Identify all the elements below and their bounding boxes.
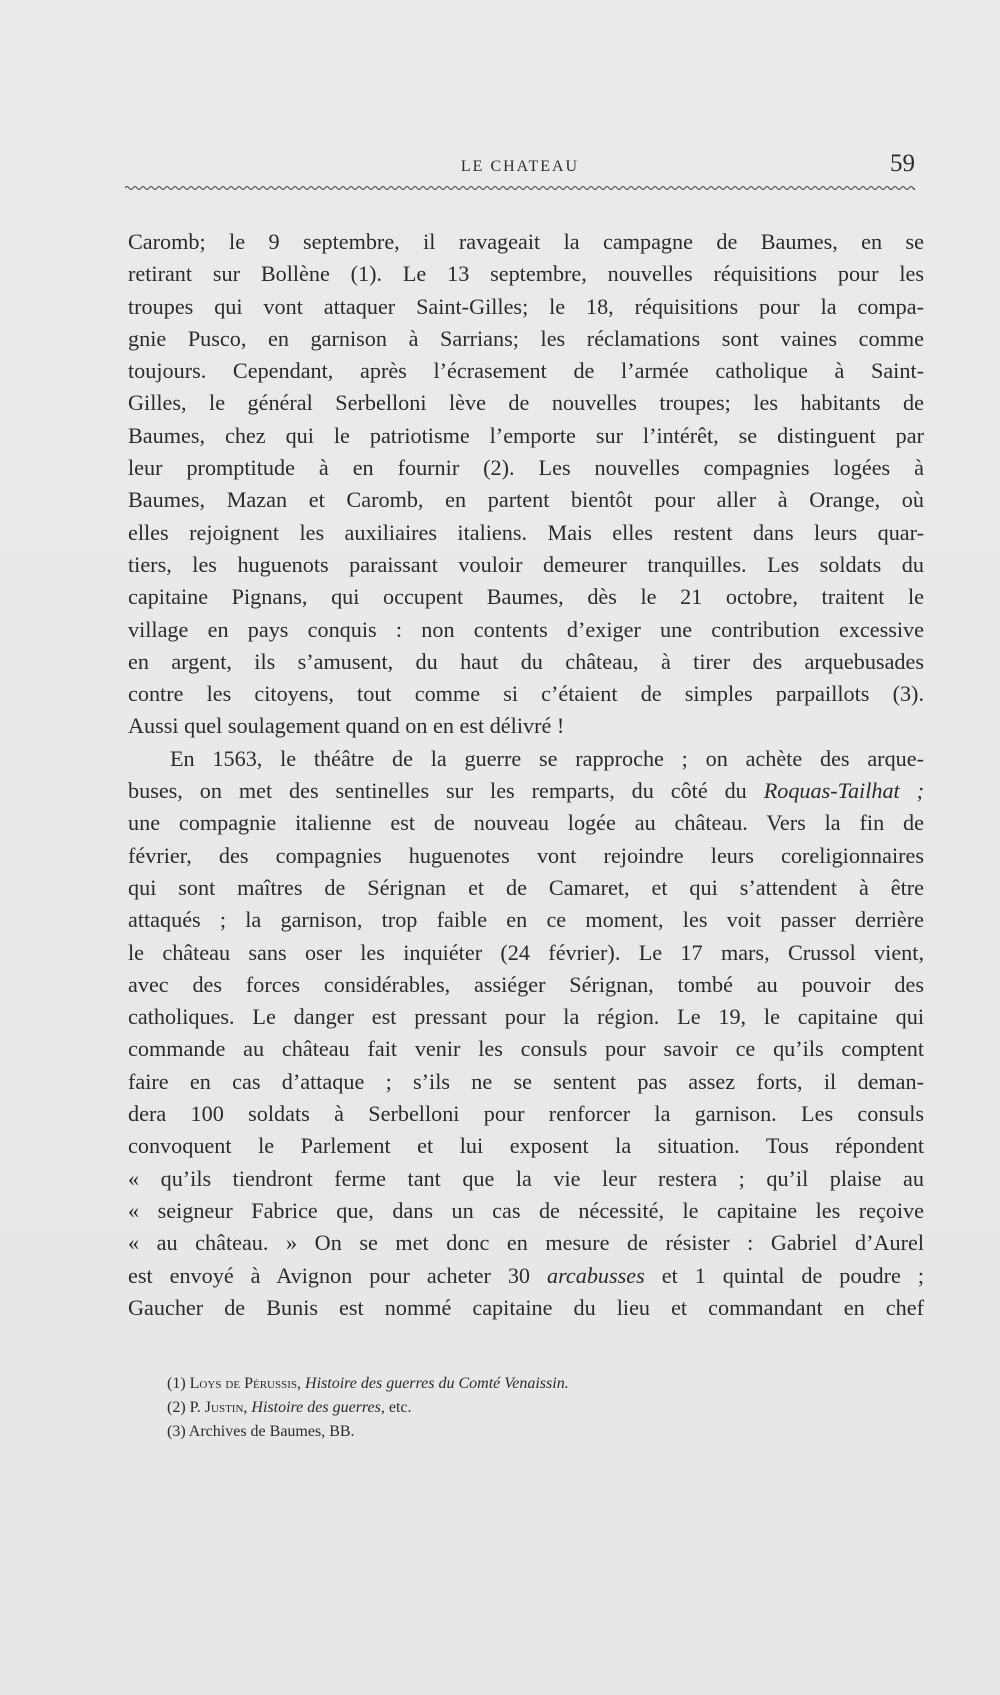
footnote	[167, 1372, 887, 1396]
footnote	[167, 1420, 887, 1444]
text-line: Baumes, chez qui le patriotisme l’emporte sur l’intérêt, se distinguent par	[128, 422, 924, 448]
text-line: qui sont maîtres de Sérignan et de Camaret, et qui s’attendent à être	[128, 874, 924, 900]
italic-word: arcabusses	[546, 1262, 645, 1288]
text-line: « au château. » On se met donc en mesure de résister : Gabriel d’Aurel	[128, 1230, 924, 1256]
footnote-number: (2)	[167, 1399, 190, 1416]
text-line: attaqués ; la garnison, trop faible en ce moment, les voit passer derrière	[128, 907, 924, 933]
text-line: tiers, les huguenots paraissant vouloir demeurer tranquilles. Les soldats du	[128, 551, 924, 577]
footnote-author: Loys de Pérussis,	[189, 1375, 302, 1392]
text-line: convoquent le Parlement et lui exposent la situation. Tous répondent	[128, 1133, 924, 1159]
text-line: leur promptitude à en fournir (2). Les nouvelles compagnies logées à	[128, 455, 924, 481]
text-line: gnie Pusco, en garnison à Sarrians; les réclamations sont vaines comme	[128, 325, 924, 351]
text-line: Gaucher de Bunis est nommé capitaine du lieu et commandant en chef	[128, 1294, 924, 1320]
text-line: capitaine Pignans, qui occupent Baumes, dès le 21 octobre, traitent le	[128, 584, 924, 610]
paragraph-end-line: Aussi quel soulagement quand on en est délivré !	[128, 713, 565, 739]
text-line: commande au château fait venir les consuls pour savoir ce qu’ils comptent	[128, 1036, 924, 1062]
paragraph-start-line: En 1563, le théâtre de la guerre se rapproche ; on achète des arque-	[170, 745, 924, 771]
text-line	[128, 775, 924, 807]
text-line: faire en cas d’attaque ; s’ils ne se sentent pas assez forts, il deman-	[128, 1068, 924, 1094]
text-line: contre les citoyens, tout comme si c’étaient de simples parpaillots (3).	[128, 681, 924, 707]
page-number: 59	[890, 150, 915, 177]
running-header	[125, 150, 915, 180]
text-line: Gilles, le général Serbelloni lève de nouvelles troupes; les habitants de	[128, 390, 924, 416]
footnote-rest: etc.	[384, 1399, 412, 1416]
text-line: village en pays conquis : non contents d’exiger une contribution excessive	[128, 616, 924, 642]
header-wavy-rule	[125, 183, 915, 193]
text-line: troupes qui vont attaquer Saint-Gilles; le 18, réquisitions pour la compa-	[128, 293, 924, 319]
text-segment: est envoyé à Avignon pour acheter 30	[128, 1262, 531, 1288]
text-line: le château sans oser les inquiéter (24 février). Le 17 mars, Crussol vient,	[128, 939, 924, 965]
text-line: en argent, ils s’amusent, du haut du château, à tirer des arquebusades	[128, 648, 924, 674]
text-line: retirant sur Bollène (1). Le 13 septembre, nouvelles réquisitions pour les	[128, 261, 924, 287]
text-line: « qu’ils tiendront ferme tant que la vie leur restera ; qu’il plaise au	[128, 1165, 924, 1191]
footnote-title: Histoire des guerres du Comté Venaissin.	[301, 1375, 569, 1392]
text-line: février, des compagnies huguenotes vont rejoindre leurs coreligionnaires	[128, 842, 924, 868]
text-segment: buses, on met des sentinelles sur les remparts, du côté du	[128, 778, 747, 804]
footnote-title: Histoire des guerres,	[247, 1399, 385, 1416]
italic-place-name: Roquas-Tailhat ;	[763, 778, 925, 804]
text-line	[128, 1260, 924, 1292]
body-text	[128, 226, 924, 1324]
text-line: « seigneur Fabrice que, dans un cas de nécessité, le capitaine les reçoive	[128, 1197, 924, 1223]
text-line: dera 100 soldats à Serbelloni pour renforcer la garnison. Les consuls	[128, 1101, 924, 1127]
footnote-author: P. Justin,	[189, 1399, 248, 1416]
text-line: elles rejoignent les auxiliaires italiens. Mais elles restent dans leurs quar-	[128, 519, 924, 545]
text-line: Baumes, Mazan et Caromb, en partent bientôt pour aller à Orange, où	[128, 487, 924, 513]
text-line: toujours. Cependant, après l’écrasement de l’armée catholique à Saint-	[128, 358, 924, 384]
footnote-number: (1)	[167, 1375, 190, 1392]
footnotes	[167, 1372, 887, 1444]
text-line: Caromb; le 9 septembre, il ravageait la campagne de Baumes, en se	[128, 229, 924, 254]
text-line: avec des forces considérables, assiéger Sérignan, tombé au pouvoir des	[128, 971, 924, 997]
footnote-rest: Archives de Baumes, BB.	[188, 1423, 355, 1440]
footnote-number: (3)	[167, 1423, 189, 1440]
text-line: une compagnie italienne est de nouveau logée au château. Vers la fin de	[128, 810, 924, 836]
running-title: LE CHATEAU	[460, 158, 580, 175]
text-line: catholiques. Le danger est pressant pour la région. Le 19, le capitaine qui	[128, 1004, 924, 1030]
footnote	[167, 1396, 887, 1420]
text-segment: et 1 quintal de poudre ;	[644, 1262, 924, 1288]
